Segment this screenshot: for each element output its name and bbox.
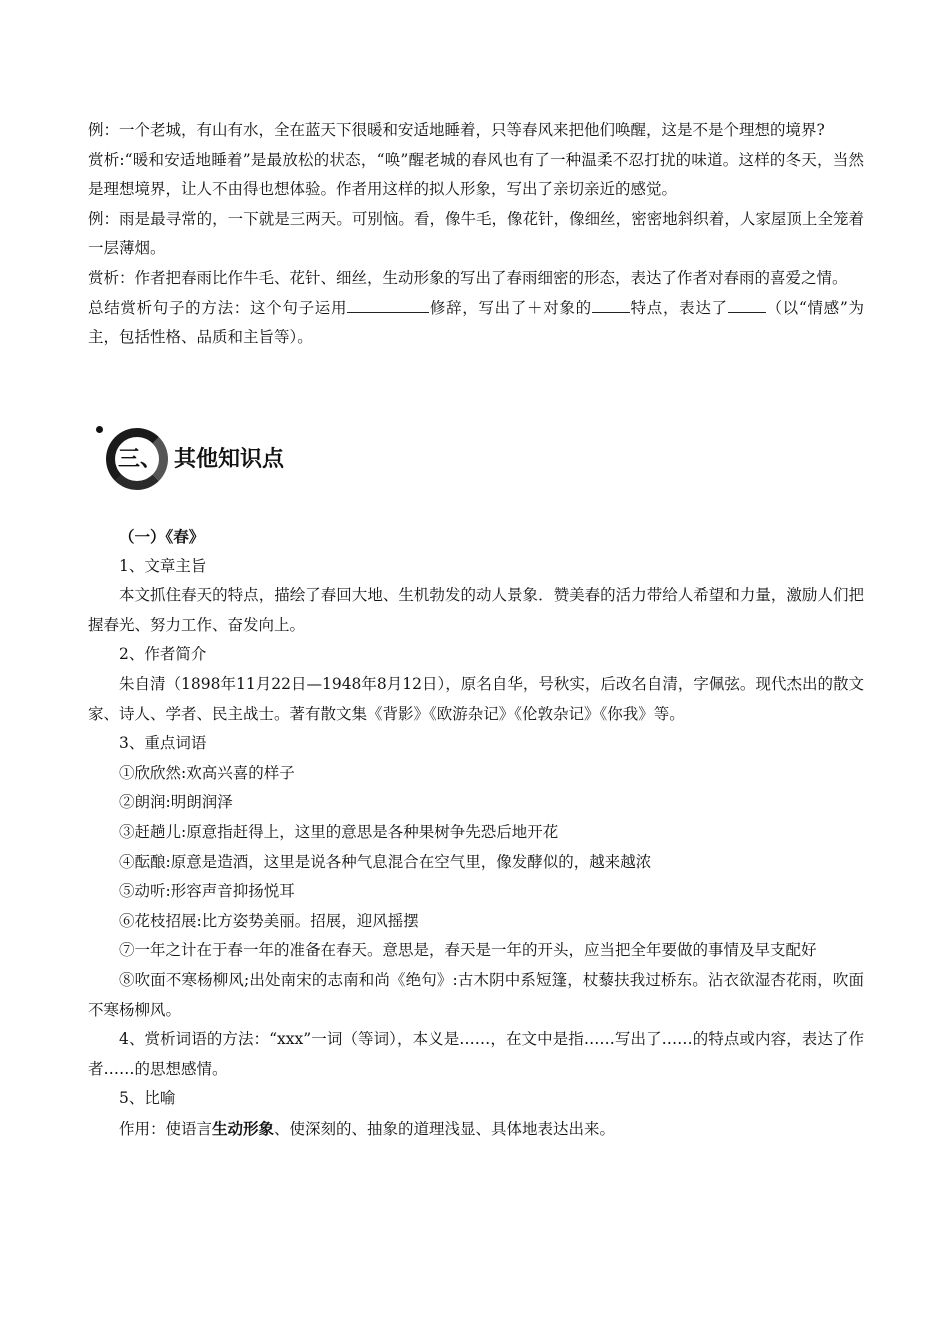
top-block — [88, 116, 864, 353]
effect-label: 作用： — [119, 1119, 166, 1138]
body-block — [88, 522, 864, 1144]
heading-method: 4、赏析词语的方法：“xxx”一词（等词），本义是……，在文中是指……写出了……的特点或内容，表达了作者……的思想感情。 — [88, 1030, 864, 1078]
summary-method — [88, 294, 864, 353]
heading-author: 2、作者简介 — [119, 645, 207, 664]
ink-dot-icon — [96, 426, 103, 433]
blank-1 — [347, 298, 429, 313]
word-1: ①欣欣然:欢高兴喜的样子 — [119, 763, 295, 782]
example-1: 例：一个老城，有山有水，全在蓝天下很暖和安适地睡着，只等春风来把他们唤醒，这是不是个理想的境界? — [88, 121, 825, 139]
summary-part-c: 特点，表达了 — [629, 298, 728, 317]
subtitle: （一）《春》 — [119, 527, 205, 546]
effect-part-d: 、使深刻的、抽象的道理浅显、具体地表达出来。 — [274, 1119, 616, 1138]
heading-words: 3、重点词语 — [119, 734, 207, 753]
word-2: ②朗润:明朗润泽 — [119, 793, 233, 812]
analysis-2: 赏析：作者把春雨比作牛毛、花针、细丝，生动形象的写出了春雨细密的形态，表达了作者对春雨的喜爱之情。 — [88, 268, 848, 287]
summary-part-a: 总结赏析句子的方法：这个句子运用 — [88, 298, 348, 317]
word-6: ⑥花枝招展:比方姿势美丽。招展，迎风摇摆 — [119, 911, 419, 930]
effect-highlight: 生动形象 — [212, 1118, 275, 1138]
summary-part-d: （以“情感”为主，包括性格、品质和主旨等）。 — [88, 298, 864, 347]
blank-3 — [728, 298, 766, 313]
summary-part-b: 修辞，写出了＋对象的 — [429, 298, 592, 317]
theme-text: 本文抓住春天的特点，描绘了春回大地、生机勃发的动人景象．赞美春的活力带给人希望和力量，激励人们把握春光、努力工作、奋发向上。 — [88, 586, 864, 634]
word-4: ④酝酿:原意是造酒，这里是说各种气息混合在空气里，像发酵似的，越来越浓 — [119, 852, 652, 871]
word-8: ⑧吹面不寒杨柳风;出处南宋的志南和尚《绝句》:古木阴中系短篷，杖藜扶我过桥东。沾衣欲湿杏花雨，吹面不寒杨柳风。 — [88, 970, 864, 1019]
word-7: ⑦一年之计在于春一年的准备在春天。意思是，春天是一年的开头，应当把全年要做的事情及早支配好 — [119, 941, 817, 960]
analysis-1: 赏析:“暖和安适地睡着”是最放松的状态，“唤”醒老城的春风也有了一种温柔不忍打扰的味道。这样的冬天，当然是理想境界，让人不由得也想体验。作者用这样的拟人形象，写出了亲切亲近的感觉。 — [88, 150, 864, 199]
metaphor-effect — [88, 1114, 864, 1145]
section-heading — [92, 424, 492, 496]
effect-part-b: 使语言 — [165, 1119, 213, 1138]
section-title: 其他知识点 — [174, 447, 285, 472]
blank-2 — [592, 298, 630, 313]
section-number: 三、 — [118, 447, 163, 472]
word-3: ③赶趟儿:原意指赶得上，这里的意思是各种果树争先恐后地开花 — [119, 822, 559, 841]
heading-metaphor: 5、比喻 — [119, 1089, 176, 1108]
word-5: ⑤动听:形容声音抑扬悦耳 — [119, 882, 295, 901]
heading-theme: 1、文章主旨 — [119, 556, 207, 575]
author-text: 朱自清（1898年11月22日—1948年8月12日），原名自华，号秋实，后改名自清，字佩弦。现代杰出的散文家、诗人、学者、民主战士。著有散文集《背影》《欧游杂记》《伦敦杂记》《你我》等。 — [88, 674, 864, 723]
example-2: 例：雨是最寻常的，一下就是三两天。可别恼。看，像牛毛，像花针，像细丝，密密地斜织着，人家屋顶上全笼着一层薄烟。 — [88, 209, 864, 258]
